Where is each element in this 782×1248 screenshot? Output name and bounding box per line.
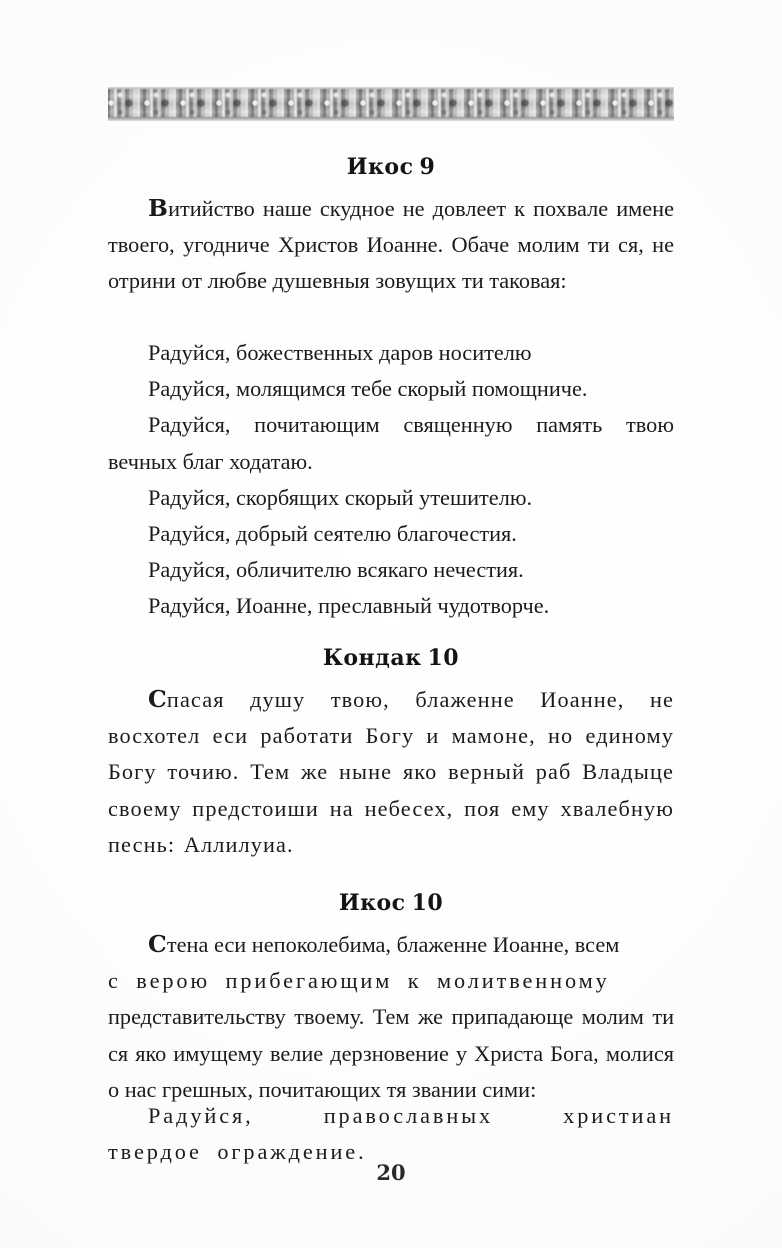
praise-line: Радуйся, Иоанне, преславный чудотворче.: [148, 593, 550, 619]
ikos-10-dropcap: С: [148, 930, 167, 958]
ikos-9-paragraph: [108, 190, 674, 300]
ikos-10-line-rest: представительству твоему. Тем же припадающе молим ти ся яко имущему велие дерзновение у Христа Бога, молися о нас грешных, почитающих тя звании сими:: [108, 1004, 674, 1102]
praise-line: Радуйся, обличителю всякаго нечестия.: [148, 557, 524, 583]
kondak-10-body-text: пасая душу твою, блаженне Иоанне, не восхотел еси работати Богу и мамоне, но единому Богу точию. Тем же ныне яко верный раб Владыце своему предстоиши на небесех, поя ему хвалебную песнь: Аллилуиа.: [108, 687, 674, 857]
ornamental-divider-band: [108, 84, 674, 124]
ikos-10-line-2: с верою прибегающим к молитвенному: [108, 968, 610, 994]
ikos-10-line-1: [108, 926, 674, 963]
kondak-10-heading-label: Кондак: [322, 645, 422, 671]
ikos-9-heading-number: 9: [419, 154, 436, 180]
ikos-9-body-text: итийство наше скудное не довлеет к похвале имене твоего, угодниче Христов Иоанне. Обаче молим ти ся, не отрини от любве душевныя зовущих ти таковая:: [108, 196, 674, 294]
ikos-10-paragraph: [108, 926, 674, 1108]
praise-line: Радуйся, почитающим священную память твою вечных благ ходатаю.: [108, 412, 674, 474]
ikos-9-heading-label: Икос: [346, 154, 414, 180]
praise-line: Радуйся, православных христиан твердое ограждение.: [108, 1103, 674, 1165]
ikos-9-praise-list: [108, 335, 674, 625]
page-content: [108, 0, 674, 1248]
praise-line: Радуйся, божественных даров носителю: [148, 340, 532, 365]
ornament-pattern: [108, 84, 674, 124]
kondak-10-heading-number: 10: [427, 645, 460, 671]
ikos-9-heading: [108, 154, 674, 180]
praise-line: Радуйся, молящимся тебе скорый помощниче.: [148, 376, 588, 402]
kondak-10-heading: [108, 645, 674, 671]
ikos-10-heading-number: 10: [411, 890, 444, 916]
page-number: 20: [376, 1160, 406, 1185]
ikos-10-heading: [108, 890, 674, 916]
ikos-10-line-1-text: тена еси непоколебима, блаженне Иоанне, всем: [166, 932, 620, 957]
ikos-10-heading-label: Икос: [338, 890, 406, 916]
praise-line: Радуйся, добрый сеятелю благочестия.: [148, 521, 517, 547]
kondak-10-dropcap: С: [148, 685, 167, 713]
kondak-10-paragraph: [108, 681, 674, 863]
ikos-9-dropcap: В: [148, 194, 169, 222]
praise-line: Радуйся, скорбящих скорый утешителю.: [148, 484, 533, 510]
